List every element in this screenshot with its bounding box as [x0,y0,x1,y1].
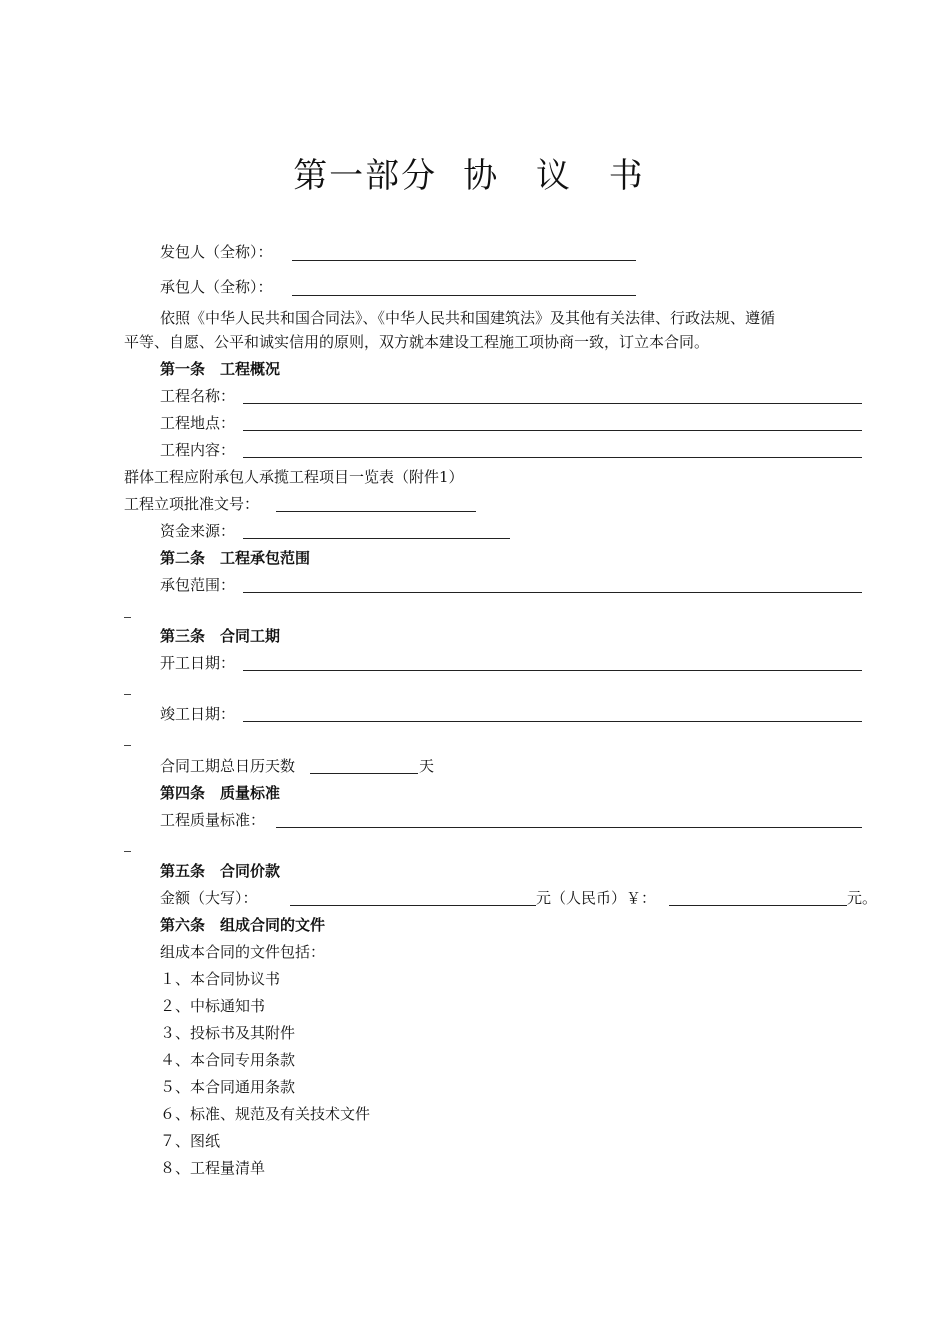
scope-label: 承包范围： [160,576,236,594]
title-main: 第一部分 [293,156,438,196]
quality-overflow-dash [124,851,131,852]
article6-heading: 第六条 组成合同的文件 [160,916,326,934]
project-name-blank[interactable] [243,403,862,404]
preamble-line1: 依照《中华人民共和国合同法》、《中华人民共和国建筑法》及其他有关法律、行政法规、遵循 [160,309,776,327]
project-content-label: 工程内容： [160,441,236,459]
article1-heading: 第一条 工程概况 [160,360,281,378]
article2-heading: 第二条 工程承包范围 [160,549,311,567]
contractor-blank[interactable] [292,295,636,296]
amount-yuan-end: 元。 [847,889,878,907]
title-sub: 协 议 书 [463,156,657,196]
approval-number-label: 工程立项批准文号： [124,495,260,513]
total-days-unit: 天 [419,757,435,775]
documents-intro: 组成本合同的文件包括： [160,943,326,961]
funding-source-label: 资金来源： [160,522,236,540]
document-list-item: ２、中标通知书 [160,997,266,1015]
amount-rmb-label: 元（人民币）￥： [536,889,657,907]
page-title [0,148,950,197]
document-list-item: ８、工程量清单 [160,1159,266,1177]
article5-heading: 第五条 合同价款 [160,862,281,880]
start-date-blank[interactable] [243,670,862,671]
article3-heading: 第三条 合同工期 [160,627,281,645]
article4-heading: 第四条 质量标准 [160,784,281,802]
total-days-blank[interactable] [310,773,418,774]
group-project-note: 群体工程应附承包人承揽工程项目一览表（附件1） [124,468,464,486]
scope-overflow-dash [124,617,131,618]
contractor-label: 承包人（全称）： [160,278,273,296]
document-list-item: ３、投标书及其附件 [160,1024,296,1042]
quality-standard-blank[interactable] [276,827,862,828]
scope-blank[interactable] [243,592,862,593]
amount-words-blank[interactable] [290,905,536,906]
completion-date-overflow-dash [124,745,131,746]
project-name-label: 工程名称： [160,387,236,405]
total-days-label: 合同工期总日历天数 [160,757,296,775]
document-list-item: ４、本合同专用条款 [160,1051,296,1069]
amount-words-label: 金额（大写）： [160,889,258,907]
document-list-item: ５、本合同通用条款 [160,1078,296,1096]
project-location-label: 工程地点： [160,414,236,432]
preamble-line2: 平等、自愿、公平和诚实信用的原则，双方就本建设工程施工项协商一致，订立本合同。 [124,333,710,351]
quality-standard-label: 工程质量标准： [160,811,266,829]
document-list-item: １、本合同协议书 [160,970,281,988]
approval-number-blank[interactable] [276,511,476,512]
employer-label: 发包人（全称）： [160,243,273,261]
amount-figures-blank[interactable] [669,905,847,906]
document-list-item: ７、图纸 [160,1132,221,1150]
completion-date-label: 竣工日期： [160,705,236,723]
document-list-item: ６、标准、规范及有关技术文件 [160,1105,371,1123]
project-content-blank[interactable] [243,457,862,458]
completion-date-blank[interactable] [243,721,862,722]
project-location-blank[interactable] [243,430,862,431]
funding-source-blank[interactable] [243,538,510,539]
start-date-overflow-dash [124,694,131,695]
start-date-label: 开工日期： [160,654,236,672]
employer-blank[interactable] [292,260,636,261]
